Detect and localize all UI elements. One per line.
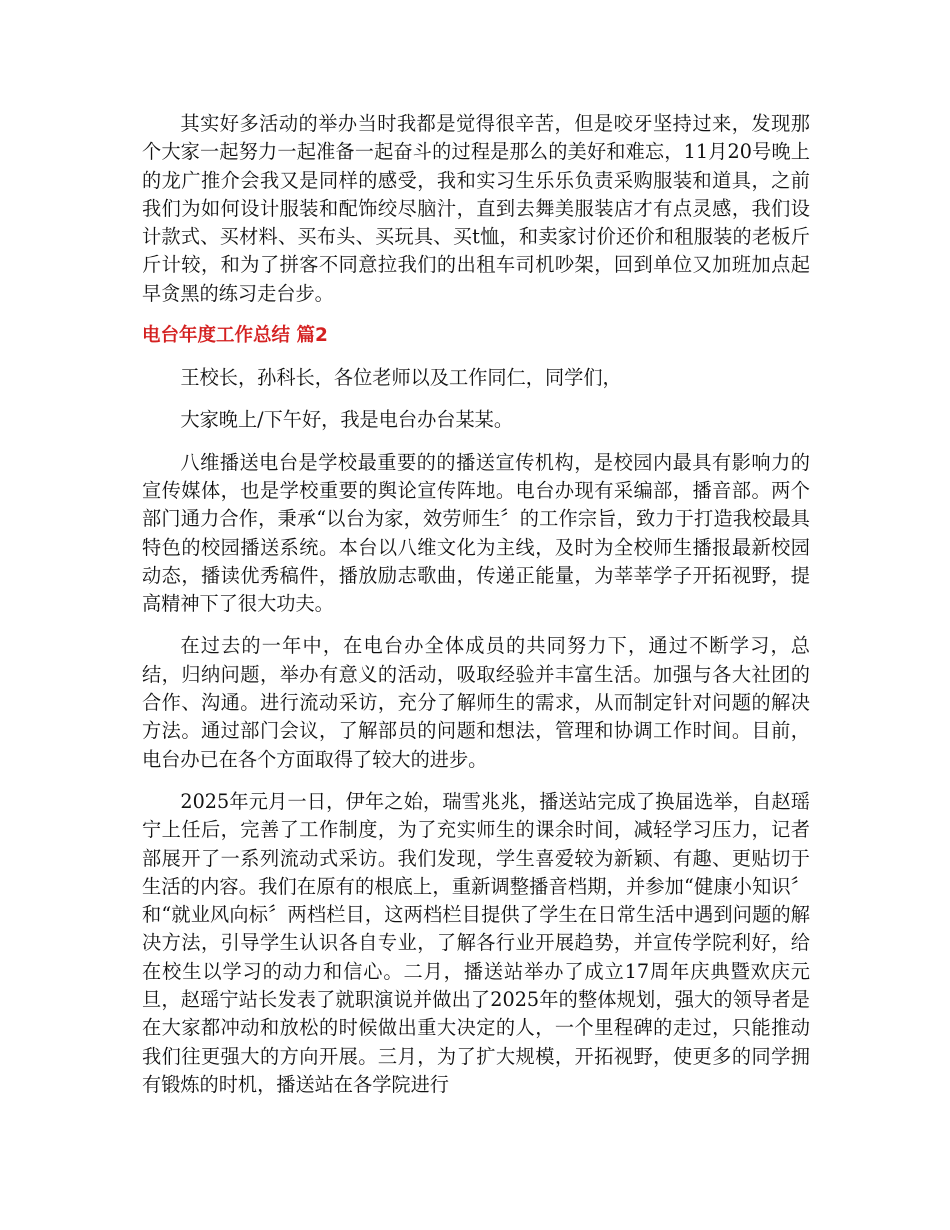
document-body	[142, 110, 810, 1099]
opening-line: 大家晚上/下午好，我是电台办台某某。	[180, 408, 514, 432]
body-paragraph-3: 2025年元月一日，伊年之始，瑞雪兆兆，播送站完成了换届选举，自赵瑶宁上任后，完善了工作制度，为了充实师生的课余时间，减轻学习压力，记者部展开了一系列流动式采访。我们发现，学生喜爱较为新颖、有趣、更贴切于生活的内容。我们在原有的根底上，重新调整播音档期，并参加“健康小知识〞和“就业风向标〞两档栏目，这两档栏目提供了学生在日常生活中遇到问题的解决方法，引导学生认识各自专业，了解各行业开展趋势，并宣传学院利好，给在校生以学习的动力和信心。二月，播送站举办了成立17周年庆典暨欢庆元旦，赵瑶宁站长发表了就职演说并做出了2025年的整体规划，强大的领导者是在大家都冲动和放松的时候做出重大决定的人，一个里程碑的走过，只能推动我们往更强大的方向开展。三月，为了扩大规模，开拓视野，使更多的同学拥有锻炼的时机，播送站在各学院进行	[142, 789, 810, 1096]
body-paragraph-2: 在过去的一年中，在电台办全体成员的共同努力下，通过不断学习，总结，归纳问题，举办有意义的活动，吸取经验并丰富生活。加强与各大社团的合作、沟通。进行流动采访，充分了解师生的需求，从而制定针对问题的解决方法。通过部门会议，了解部员的问题和想法，管理和协调工作时间。目前，电台办已在各个方面取得了较大的进步。	[142, 634, 810, 771]
body-paragraph-1: 八维播送电台是学校最重要的的播送宣传机构，是校园内最具有影响力的宣传媒体，也是学校重要的舆论宣传阵地。电台办现有采编部，播音部。两个部门通力合作，秉承“以台为家，效劳师生〞的工作宗旨，致力于打造我校最具特色的校园播送系统。本台以八维文化为主线，及时为全校师生播报最新校园动态，播读优秀稿件，播放励志歌曲，传递正能量，为莘莘学子开拓视野，提高精神下了很大功夫。	[142, 450, 810, 616]
intro-paragraph: 其实好多活动的举办当时我都是觉得很辛苦，但是咬牙坚持过来，发现那个大家一起努力一起准备一起奋斗的过程是那么的美好和难忘，11月20号晚上的龙广推介会我又是同样的感受，我和实习生乐乐负责采购服装和道具，之前我们为如何设计服装和配饰绞尽脑汁，直到去舞美服装店才有点灵感，我们设计款式、买材料、买布头、买玩具、买t恤，和卖家讨价还价和租服装的老板斤斤计较，和为了拼客不同意拉我们的出租车司机吵架，回到单位又加班加点起早贪黑的练习走台步。	[142, 112, 810, 305]
section-heading: 电台年度工作总结 篇2	[142, 325, 328, 347]
greeting-line: 王校长，孙科长，各位老师以及工作同仁，同学们，	[180, 366, 622, 390]
